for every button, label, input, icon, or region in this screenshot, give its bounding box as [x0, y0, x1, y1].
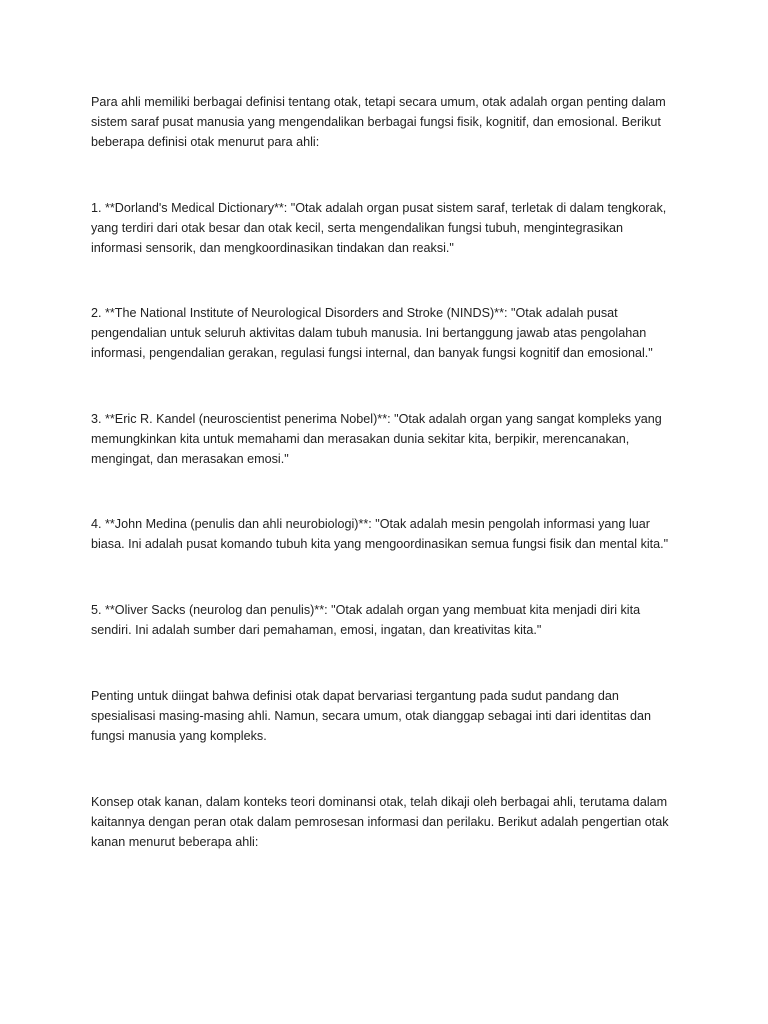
note-paragraph: Penting untuk diingat bahwa definisi otak dapat bervariasi tergantung pada sudut pandang dan spesialisasi masing-masing ahli. Namun, secara umum, otak dianggap sebagai inti dari identitas dan fungsi manusia yang kompleks. — [91, 689, 652, 743]
right-brain-intro-paragraph: Konsep otak kanan, dalam konteks teori dominansi otak, telah dikaji oleh berbagai ahli, terutama dalam kaitannya dengan peran otak dalam pemrosesan informasi dan perilaku. Berikut adalah pengertian otak kanan menurut beberapa ahli: — [91, 795, 669, 849]
definition-item-4: 4. **John Medina (penulis dan ahli neurobiologi)**: "Otak adalah mesin pengolah informasi yang luar biasa. Ini adalah pusat komando tubuh kita yang mengoordinasikan semua fungsi fisik dan mental kita." — [91, 517, 669, 551]
definition-item-5: 5. **Oliver Sacks (neurolog dan penulis)**: "Otak adalah organ yang membuat kita menjadi diri kita sendiri. Ini adalah sumber dari pemahaman, emosi, ingatan, dan kreativitas kita." — [91, 603, 641, 637]
definition-item-3: 3. **Eric R. Kandel (neuroscientist penerima Nobel)**: "Otak adalah organ yang sangat kompleks yang memungkinkan kita untuk memahami dan merasakan dunia sekitar kita, berpikir, merencanakan, mengingat, dan merasakan emosi." — [91, 412, 662, 466]
definition-item-1: 1. **Dorland's Medical Dictionary**: "Otak adalah organ pusat sistem saraf, terletak di dalam tengkorak, yang terdiri dari otak besar dan otak kecil, serta mengendalikan fungsi tubuh, mengintegrasikan informasi sensorik, dan mengkoordinasikan tindakan dan reaksi." — [91, 201, 667, 255]
definition-item-2: 2. **The National Institute of Neurological Disorders and Stroke (NINDS)**: "Otak adalah pusat pengendalian untuk seluruh aktivitas dalam tubuh manusia. Ini bertanggung jawab atas pengolahan informasi, pengendalian gerakan, regulasi fungsi internal, dan banyak fungsi kognitif dan emosional." — [91, 306, 653, 360]
intro-paragraph: Para ahli memiliki berbagai definisi tentang otak, tetapi secara umum, otak adalah organ penting dalam sistem saraf pusat manusia yang mengendalikan berbagai fungsi fisik, kognitif, dan emosional. Berikut beberapa definisi otak menurut para ahli: — [91, 95, 666, 149]
